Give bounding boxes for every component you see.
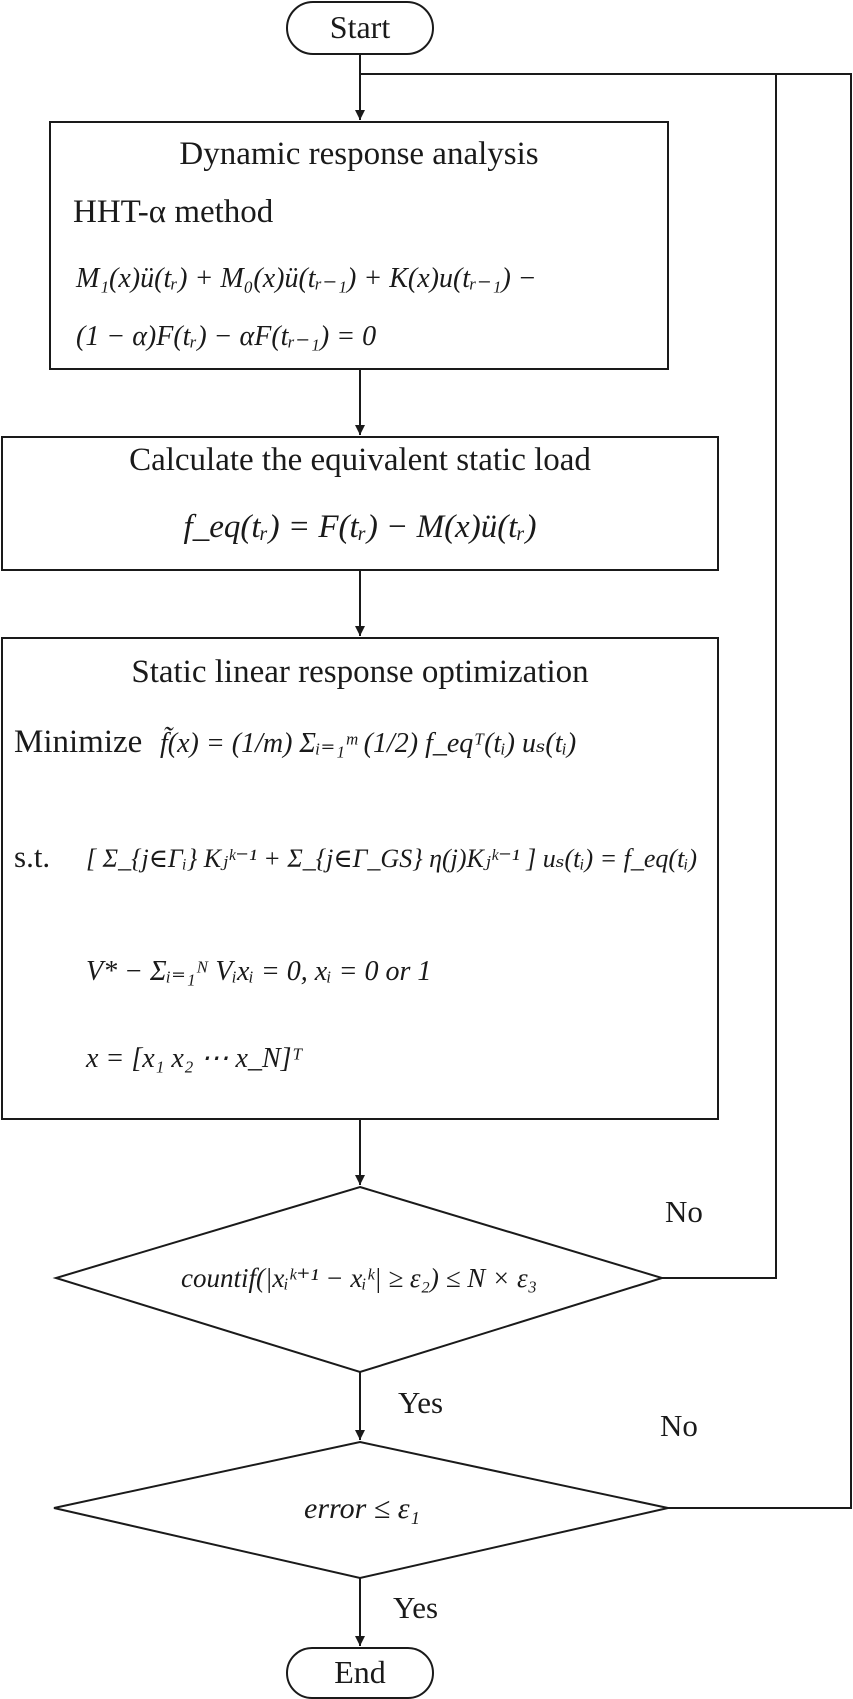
- convergence-decision: [56, 1187, 662, 1372]
- hht-equation-line1: M₁(x)ü(tᵣ) + M₀(x)ü(tᵣ₋₁) + K(x)u(tᵣ₋₁) −: [76, 263, 537, 294]
- dynamic-response-box: [50, 122, 668, 369]
- convergence-condition: countif(|xᵢᵏ⁺¹ − xᵢᵏ| ≥ ε₂) ≤ N × ε₃: [181, 1263, 537, 1293]
- decision2-yes-label: Yes: [393, 1590, 439, 1625]
- equivalent-load-equation: f_eq(tᵣ) = F(tᵣ) − M(x)ü(tᵣ): [183, 509, 537, 545]
- decision1-yes-label: Yes: [398, 1385, 444, 1420]
- constraint-volume: V* − Σᵢ₌₁ᴺ Vᵢxᵢ = 0, xᵢ = 0 or 1: [86, 956, 432, 987]
- constraint-equilibrium: [ Σ_{j∈Γᵢ} Kⱼᵏ⁻¹ + Σ_{j∈Γ_GS} η(j)Kⱼᵏ⁻¹ ] uₛ(tᵢ) = f_eq(tᵢ): [86, 844, 698, 873]
- decision1-no-label: No: [665, 1194, 703, 1229]
- st-label: s.t.: [14, 839, 51, 874]
- objective-equation: f̃(x) = (1/m) Σᵢ₌₁ᵐ (1/2) f_eqᵀ(tᵢ) uₛ(tᵢ): [160, 728, 577, 759]
- start-terminal: [287, 2, 433, 54]
- error-decision: [54, 1442, 668, 1578]
- error-condition: error ≤ ε₁: [304, 1492, 420, 1525]
- constraint-design-vector: x = [x₁ x₂ ⋯ x_N]ᵀ: [86, 1043, 303, 1074]
- dynamic-response-title: Dynamic response analysis: [179, 136, 539, 172]
- minimize-label: Minimize: [14, 724, 143, 760]
- decision2-no-label: No: [660, 1408, 698, 1443]
- start-label: Start: [329, 9, 391, 45]
- hht-equation-line2: (1 − α)F(tᵣ) − αF(tᵣ₋₁) = 0: [76, 321, 377, 352]
- hht-method-label: HHT-α method: [73, 194, 274, 230]
- end-label: End: [334, 1654, 386, 1690]
- end-terminal: [287, 1648, 433, 1698]
- optimization-title: Static linear response optimization: [131, 654, 589, 690]
- equivalent-load-title: Calculate the equivalent static load: [129, 442, 591, 478]
- equivalent-load-box: [2, 437, 718, 570]
- optimization-box: [2, 638, 718, 1119]
